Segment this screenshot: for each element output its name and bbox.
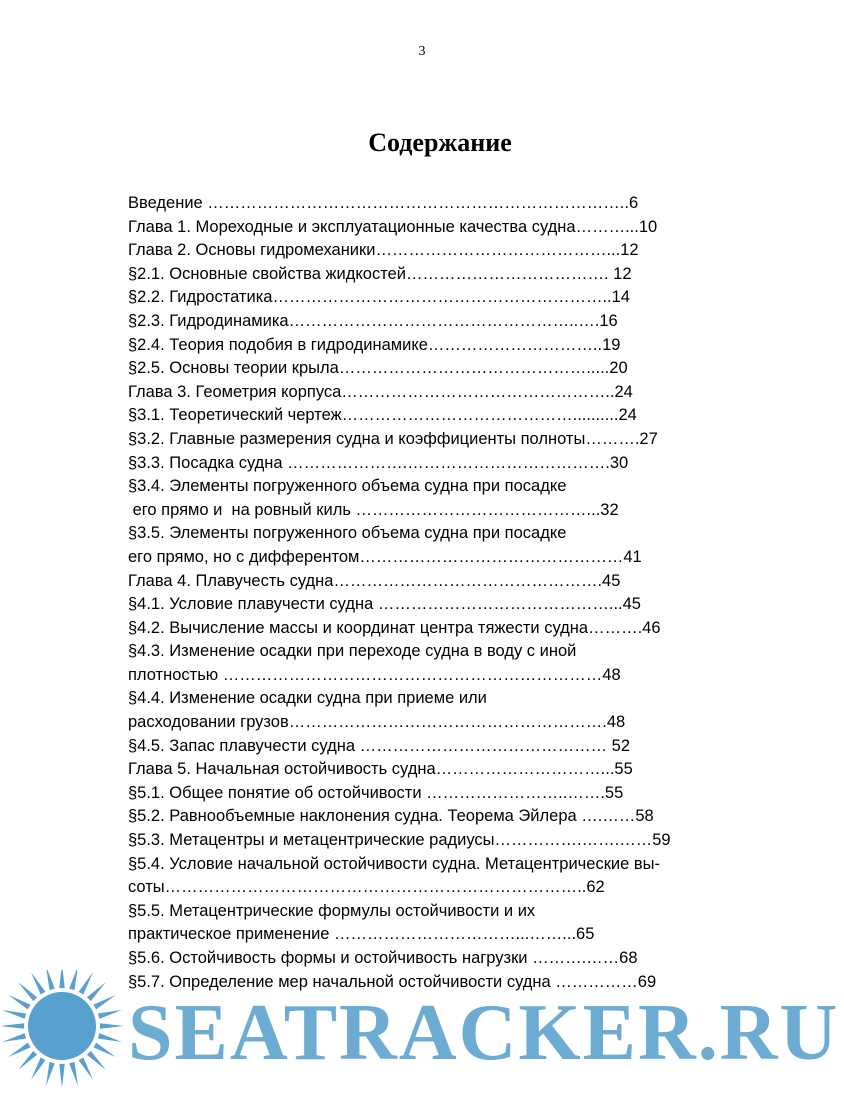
toc-entry: Глава 3. Геометрия корпуса…………………………………………..24 <box>128 382 633 401</box>
toc-entry: его прямо и на ровный киль ……………………………………...32 <box>128 500 619 519</box>
toc-entry: §5.6. Остойчивость формы и остойчивость нагрузки ……….……68 <box>128 949 638 967</box>
sun-ray <box>8 995 30 1009</box>
sun-ray <box>69 970 78 990</box>
toc-entry: §4.3. Изменение осадки при переходе судна в воду с иной <box>128 642 577 661</box>
toc-entry: §2.3. Гидродинамика……………………………………………..….16 <box>128 311 618 330</box>
toc-entry: §4.2. Вычисление массы и координат центра тяжести судна……….46 <box>128 618 661 637</box>
toc-entry: соты…………………………………………………………………..62 <box>128 878 605 897</box>
toc-entry: §2.2. Гидростатика……………………………………………………..14 <box>128 288 630 307</box>
toc-entry: §5.3. Метацентры и метацентрические радиусы…………….…….……59 <box>128 831 671 850</box>
sun-ray <box>87 982 106 1001</box>
toc-entry: Введение …………………………………………………………………..6 <box>128 194 639 212</box>
sun-ray <box>0 1023 24 1028</box>
toc-entry: практическое применение ……………………………...……...65 <box>128 925 595 944</box>
sun-ray <box>31 972 45 994</box>
sun-ray <box>2 1033 26 1042</box>
watermark-text: SEATRACKER.RU <box>128 989 840 1077</box>
sun-ray <box>100 1023 124 1028</box>
toc-entry: §4.1. Условие плавучести судна ……………………………………...45 <box>128 595 641 614</box>
toc-entry: плотностью ……………………………………………………………48 <box>128 665 621 684</box>
sun-ray <box>8 1043 30 1057</box>
sun-ray <box>69 1062 78 1086</box>
toc-entry: §4.5. Запас плавучести судна ……………………………………… 52 <box>128 736 631 755</box>
toc-entry: §3.4. Элементы погруженного объема судна при посадке <box>128 477 567 496</box>
sun-ray <box>18 982 37 1001</box>
sun-ray <box>79 972 93 994</box>
sun-ray <box>31 1057 45 1079</box>
toc-entry: §3.5. Элементы погруженного объема судна при посадке <box>128 524 567 543</box>
sun-ray <box>18 1051 37 1070</box>
sun-ray <box>46 970 55 990</box>
toc-entry: Глава 1. Мореходные и эксплуатационные качества судна………...10 <box>128 217 658 236</box>
sun-ray <box>46 1062 55 1086</box>
toc-entry: §5.7. Определение мер начальной остойчивости судна ……………69 <box>128 972 657 991</box>
toc-entry: §2.1. Основные свойства жидкостей………………………………. 12 <box>128 264 632 283</box>
sun-ray <box>79 1057 93 1079</box>
toc-entry: §2.4. Теория подобия в гидродинамике…………………………..19 <box>128 335 621 354</box>
toc-entry: §2.5. Основы теории крыла……………………………………….....20 <box>128 359 628 378</box>
toc-entry: §4.4. Изменение осадки судна при приеме или <box>128 689 487 708</box>
toc-entry: Глава 2. Основы гидромеханики……………………………………...12 <box>128 241 639 260</box>
table-of-contents <box>128 192 740 994</box>
toc-entry: §3.3. Посадка судна ………………….……………………………….30 <box>128 453 629 472</box>
toc-entry: §3.1. Теоретический чертеж……………………………………..........24 <box>128 406 637 425</box>
toc-entry: §5.1. Общее понятие об остойчивости ……………………..…….55 <box>128 783 624 802</box>
sun-ray <box>98 1010 122 1019</box>
page-title: Содержание <box>368 128 512 157</box>
toc-entry: расходовании грузов………………………………………………….48 <box>128 713 626 732</box>
sun-ray <box>93 1043 115 1057</box>
toc-entry: §5.5. Метацентрические формулы остойчивости и их <box>128 901 536 920</box>
toc-entry: Глава 4. Плавучесть судна………………………………………….45 <box>128 571 621 590</box>
toc-entry: §5.4. Условие начальной остойчивости судна. Метацентрические вы- <box>128 854 661 873</box>
sun-ray <box>98 1033 122 1042</box>
sun-ray <box>59 1064 64 1088</box>
toc-entry: §5.2. Равнообъемные наклонения судна. Теорема Эйлера ….……58 <box>128 807 654 826</box>
sun-ray <box>87 1051 106 1070</box>
sun-ray <box>59 970 64 988</box>
toc-entry: его прямо, но с дифферентом…………………………………………41 <box>128 547 642 566</box>
toc-entry: Глава 5. Начальная остойчивость судна…………………………...55 <box>128 760 633 779</box>
sun-ray <box>93 995 115 1009</box>
page-number: 3 <box>418 44 426 59</box>
toc-entry: §3.2. Главные размерения судна и коэффициенты полноты……….27 <box>128 429 658 448</box>
sun-ray <box>2 1010 26 1019</box>
